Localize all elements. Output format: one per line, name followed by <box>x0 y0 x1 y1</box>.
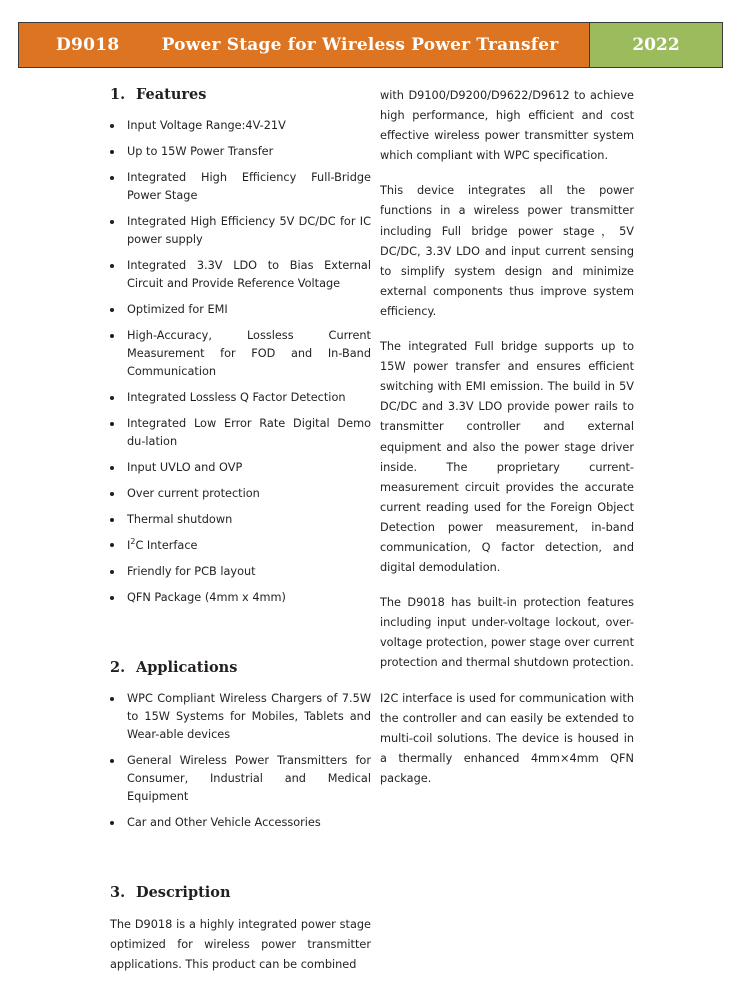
list-item: Over current protection <box>96 485 371 503</box>
list-item: Integrated 3.3V LDO to Bias External Circuit and Provide Reference Voltage <box>96 257 371 294</box>
list-item: Optimized for EMI <box>96 301 371 319</box>
list-item: Integrated High Efficiency Full-Bridge Power Stage <box>96 169 371 206</box>
list-item: Integrated Low Error Rate Digital Demo du-lation <box>96 415 371 452</box>
list-item-i2c: $I^2C$ Interface <box>96 536 371 555</box>
spacer-description <box>96 840 371 884</box>
header-title: Power Stage for Wireless Power Transfer <box>161 35 559 55</box>
section-title-applications: Applications <box>136 658 238 676</box>
list-item: Friendly for PCB layout <box>96 563 371 581</box>
list-item: QFN Package (4mm x 4mm) <box>96 589 371 607</box>
section-title-description: Description <box>136 884 231 902</box>
header-part-number: D9018 <box>56 35 120 55</box>
section-number-applications: 2. <box>110 658 126 676</box>
section-number-description: 3. <box>110 884 126 902</box>
section-title-features: Features <box>136 86 207 103</box>
document-header <box>18 22 723 68</box>
description-paragraph: This device integrates all the power functions in a wireless power transmitter including Full bridge power stage，5V DC/DC, 3.3V LDO and input current sensing to simplify system design and minimize external components thus improve system efficiency. <box>380 184 634 318</box>
list-item: Input UVLO and OVP <box>96 459 371 477</box>
section-number-features: 1. <box>110 86 126 103</box>
right-column <box>380 86 634 804</box>
list-item: Up to 15W Power Transfer <box>96 143 371 161</box>
list-item: General Wireless Power Transmitters for Consumer, Industrial and Medical Equipment <box>96 752 371 807</box>
section-heading-description <box>96 884 371 901</box>
header-year: 2022 <box>632 35 680 55</box>
spacer-applications <box>96 615 371 659</box>
description-paragraph: The D9018 is a highly integrated power stage optimized for wireless power transmitter applications. This product can be combined <box>110 918 371 972</box>
description-paragraph: I2C interface is used for communication with the controller and can easily be extended to multi-coil solutions. The device is housed in a thermally enhanced 4mm×4mm QFN package. <box>380 691 634 785</box>
list-item: Thermal shutdown <box>96 511 371 529</box>
list-item: WPC Compliant Wireless Chargers of 7.5W to 15W Systems for Mobiles, Tablets and Wear-able devices <box>96 690 371 745</box>
list-item: Input Voltage Range:4V-21V <box>96 117 371 135</box>
left-column <box>96 86 371 990</box>
description-paragraph: The D9018 has built-in protection features including input under-voltage lockout, over-voltage protection, power stage over current protection and thermal shutdown protection. <box>380 596 634 670</box>
description-paragraph: with D9100/D9200/D9622/D9612 to achieve high performance, high efficient and cost effective wireless power transmitter system which compliant with WPC specification. <box>380 89 634 163</box>
header-year-band <box>589 23 722 67</box>
list-item: Car and Other Vehicle Accessories <box>96 814 371 832</box>
i2c-superscript: 2 <box>130 537 136 547</box>
list-item: Integrated High Efficiency 5V DC/DC for IC power supply <box>96 213 371 250</box>
section-heading-features <box>96 86 371 103</box>
features-list <box>96 117 371 607</box>
description-paragraph: The integrated Full bridge supports up to 15W power transfer and ensures efficient switching with EMI emission. The build in 5V DC/DC and 3.3V LDO provide power rails to transmitter controller and external equipment and also the power stage driver inside. The proprietary current-measurement circuit provides the accurate current reading used for the Foreign Object Detection power measurement, in-band communication, Q factor detection, and digital demodulation. <box>380 340 634 575</box>
list-item: Integrated Lossless Q Factor Detection <box>96 389 371 407</box>
section-heading-applications <box>96 659 371 676</box>
applications-list <box>96 690 371 833</box>
list-item: High-Accuracy, Lossless Current Measurement for FOD and In-Band Communication <box>96 327 371 382</box>
header-left-band <box>19 23 589 67</box>
